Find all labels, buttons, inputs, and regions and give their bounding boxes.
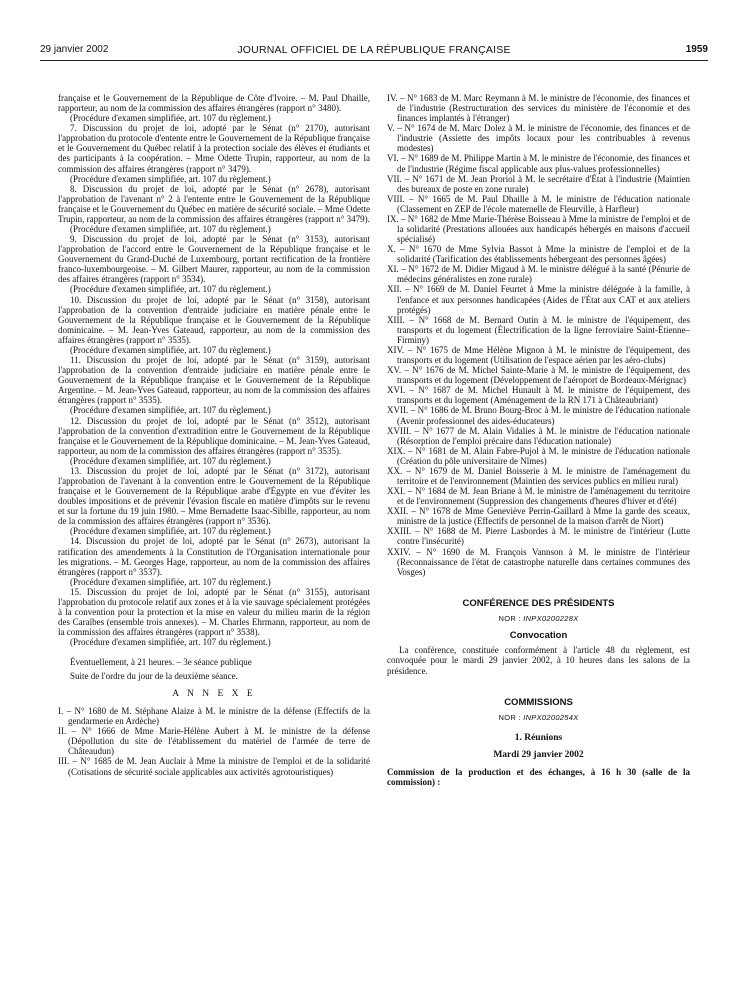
annexe-item: X. – N° 1670 de Mme Sylvia Bassot à Mme la ministre de l'emploi et de la solidarité (Tarification des établissements hébergeant des personnes âgées) [387,244,690,265]
suite-line: Suite de l'ordre du jour de la deuxième séance. [70,671,238,682]
agenda-item: 13. Discussion du projet de loi, adopté par le Sénat (n° 3172), autorisant l'approbation de l'avenant à la convention entre le Gouvernement de la République française et le Gouvernement de la République arabe d'Égypte en vue d'éviter les doubles impositions et de prévenir l'évasion fiscale en matière d'impôts sur le revenu et sur la fortune du 19 juin 1980. – Mme Bernadette Isaac-Sibille, rapporteur, au nom de la commission des affaires étrangères (rapport n° 3536). [58,465,370,527]
annexe-item: XVI. – N° 1687 de M. Michel Hunault à M. le ministre de l'équipement, des transports et du logement (Aménagement de la RN 171 à Châteaubriant) [387,385,690,406]
commissions-title: COMMISSIONS [504,696,573,708]
intro-paragraph: française et le Gouvernement de la République de Côte d'Ivoire. – M. Paul Dhaille, rapporteur, au nom de la commission des affaires étrangères (rapport n° 3480). [58,93,370,114]
annexe-item: XIX. – N° 1681 de M. Alain Fabre-Pujol à M. le ministre de l'éducation nationale (Création du pôle universitaire de Nîmes) [387,445,690,466]
header-rule [40,60,708,61]
reunions-title: 1. Réunions [514,732,563,743]
annexe-item: XXIV. – N° 1690 de M. François Vannson à M. le ministre de l'intérieur (Reconnaissance de l'état de catastrophe naturelle dans certaines communes des Vosges) [387,546,690,577]
annexe-item: III. – N° 1685 de M. Jean Auclair à Mme la ministre de l'emploi et de la solidarité (Cotisations de sécurité sociale applicables aux activités agrotouristiques) [58,756,370,777]
annexe-item: VI. – N° 1689 de M. Philippe Martin à M. le ministre de l'économie, des finances et de l'industrie (Régime fiscal applicable aux plus-values professionnelles) [387,153,690,174]
commission-line: Commission de la production et des échanges, à 16 h 30 (salle de la commission) : [387,766,690,787]
annexe-item: XI. – N° 1672 de M. Didier Migaud à M. le ministre délégué à la santé (Pénurie de médecins généralistes en zone rurale) [387,264,690,285]
procedure-note: (Procédure d'examen simplifiée, art. 107 du règlement.) [70,224,271,235]
nor-reference-1 [387,615,690,623]
procedure-note: (Procédure d'examen simplifiée, art. 107 du règlement.) [70,344,271,355]
annexe-item: VII. – N° 1671 de M. Jean Proriol à M. le secrétaire d'État à l'industrie (Maintien des bureaux de poste en zone rurale) [387,173,690,194]
annexe-item: XV. – N° 1676 de M. Michel Sainte-Marie à M. le ministre de l'équipement, des transports et du logement (Développement de l'aéroport de Bordeaux-Mérignac) [387,365,690,386]
page-number: 1959 [685,44,708,55]
agenda-items [58,123,370,647]
agenda-item: 11. Discussion du projet de loi, adopté par le Sénat (n° 3159), autorisant l'approbation de la convention d'entraide judiciaire en matière pénale entre le Gouvernement de la République française et le Gouvernement de la République Argentine. – M. Jean-Yves Gateaud, rapporteur, au nom de la commission des affaires étrangères (rapport n° 3535). [58,355,370,406]
annexe-item: XVII. – N° 1686 de M. Bruno Bourg-Broc à M. le ministre de l'éducation nationale (Avenir professionnel des aides-éducateurs) [387,405,690,426]
agenda-item: 7. Discussion du projet de loi, adopté par le Sénat (n° 2170), autorisant l'approbation du protocole d'entente entre le Gouvernement de la République française et le Gouvernement du Québec relatif à la protection sociale des élèves et étudiants et des participants à la coopération. – Mme Odette Trupin, rapporteur, au nom de la commission des affaires étrangères (rapport n° 3479). [58,123,370,174]
annexe-item: XII. – N° 1669 de M. Daniel Feurtet à Mme la ministre déléguée à la famille, à l'enfance et aux personnes handicapées (Aides de l'État aux CAT et aux ateliers protégés) [387,284,690,315]
annexe-item: IX. – N° 1682 de Mme Marie-Thérèse Boisseau à Mme la ministre de l'emploi et de la solidarité (Prestations allouées aux handicapés hébergés en maisons d'accueil spécialisé) [387,213,690,245]
procedure-note: (Procédure d'examen simplifiée, art. 107 du règlement.) [70,284,271,295]
annexe-item: XIII. – N° 1668 de M. Bernard Outin à M. le ministre de l'équipement, des transports et du logement (Électrification de la ligne ferroviaire Saint-Étienne–Firminy) [387,314,690,345]
annexe-item: II. – N° 1666 de Mme Marie-Hélène Aubert à M. le ministre de la défense (Dépollution du site de l'établissement du matériel de l'armée de terre de Châteaudun) [58,726,370,757]
procedure-note: (Procédure d'examen simplifiée, art. 107 du règlement.) [70,405,271,416]
annexe-item: XXIII. – N° 1688 de M. Pierre Lasbordes à M. le ministre de l'intérieur (Lutte contre l'insécurité) [387,526,690,547]
left-column [58,93,370,777]
annexe-list-right [387,93,690,577]
agenda-item: 9. Discussion du projet de loi, adopté par le Sénat (n° 3153), autorisant l'approbation de l'accord entre le Gouvernement de la République française et le Gouvernement du Grand-Duché de Luxembourg, portant rectification de la frontière franco-luxembourgeoise. – M. Gilbert Maurer, rapporteur, au nom de la commission des affaires étrangères (rapport n° 3534). [58,234,370,285]
annexe-item: XXI. – N° 1684 de M. Jean Briane à M. le ministre de l'aménagement du territoire et de l'environnement (Suppression des changements d'heures d'hiver et d'été) [387,486,690,507]
procedure-note: (Procédure d'examen simplifiée, art. 107 du règlement.) [70,173,271,184]
convocation-text: La conférence, constituée conformément à l'article 48 du règlement, est convoquée pour le mardi 29 janvier 2002, à 10 heures dans les salons de la présidence. [387,645,690,676]
agenda-item: 15. Discussion du projet de loi, adopté par le Sénat (n° 3155), autorisant l'approbation du protocole relatif aux zones et à la vie sauvage spécialement protégées à la convention pour la protection et la mise en valeur du milieu marin de la région des Caraïbes (ensemble trois annexes). – M. Charles Ehrmann, rapporteur, au nom de la commission des affaires étrangères (rapport n° 3538). [58,586,370,638]
annexe-item: IV. – N° 1683 de M. Marc Reymann à M. le ministre de l'économie, des finances et de l'industrie (Restructuration des services du ministère de l'économie et des finances implantés à l'étranger) [387,93,690,124]
nor-code: INPX0200228X [523,614,579,624]
procedure-note: (Procédure d'examen simplifiée, art. 107 du règlement.) [70,576,271,587]
annexe-list-left [58,706,370,777]
nor-reference-2 [387,714,690,722]
procedure-note: (Procédure d'examen simplifiée, art. 107 du règlement.) [70,113,271,124]
agenda-item: 14. Discussion du projet de loi, adopté par le Sénat (n° 2673), autorisant la ratification des amendements à la Constitution de l'Organisation internationale pour les migrations. – M. Georges Hage, rapporteur, au nom de la commission des affaires étrangères (rapport n° 3537). [58,536,370,577]
annexe-item: XIV. – N° 1675 de Mme Hélène Mignon à M. le ministre de l'équipement, des transports et du logement (Utilisation de l'espace aérien par les aéro-clubs) [387,344,690,366]
journal-title: JOURNAL OFFICIEL DE LA RÉPUBLIQUE FRANÇAISE [237,44,511,56]
reunions-date: Mardi 29 janvier 2002 [493,750,584,761]
nor-code: INPX0200254X [523,713,579,723]
procedure-note: (Procédure d'examen simplifiée, art. 107 du règlement.) [70,526,271,537]
procedure-note: (Procédure d'examen simplifiée, art. 107 du règlement.) [70,637,271,648]
annexe-item: XX. – N° 1679 de M. Daniel Boisserie à M. le ministre de l'aménagement du territoire et de l'environnement (Maintien des services publics en milieu rural) [387,465,690,486]
page-header [40,44,708,60]
nor-label: NOR : [498,614,524,624]
annexe-item: I. – N° 1680 de M. Stéphane Alaize à M. le ministre de la défense (Effectifs de la gendarmerie en Ardèche) [58,706,370,727]
annexe-item: V. – N° 1674 de M. Marc Dolez à M. le ministre de l'économie, des finances et de l'industrie (Assiette des impôts locaux pour les contribuables à revenus modestes) [387,123,690,154]
eventuel-line [58,657,370,667]
conference-title: CONFÉRENCE DES PRÉSIDENTS [462,597,615,609]
nor-label: NOR : [498,713,524,723]
annexe-item: XXII. – N° 1678 de Mme Geneviève Perrin-Gaillard à Mme la garde des sceaux, ministre de la justice (Effectifs de personnel de la maison d'arrêt de Niort) [387,506,690,527]
header-date: 29 janvier 2002 [40,44,109,55]
convocation-title: Convocation [509,629,568,641]
procedure-note: (Procédure d'examen simplifiée, art. 107 du règlement.) [70,455,271,466]
annexe-item: VIII. – N° 1665 de M. Paul Dhaille à M. le ministre de l'éducation nationale (Classement en ZEP de l'école maternelle de Fleurville, à Harfleur) [387,193,690,214]
eventuel-text: Éventuellement, à 21 heures. – 3e séance publique [70,657,252,668]
agenda-item: 8. Discussion du projet de loi, adopté par le Sénat (n° 2678), autorisant l'approbation de l'avenant n° 2 à l'entente entre le Gouvernement de la République française et le Gouvernement du Québec en matière de sécurité sociale. – Mme Odette Trupin, rapporteur, au nom de la commission des affaires étrangères (rapport n° 3479). [58,183,370,224]
annexe-title: A N N E X E [172,689,256,700]
agenda-item: 12. Discussion du projet de loi, adopté par le Sénat (n° 3512), autorisant l'approbation de la convention d'extradition entre le Gouvernement de la République française et le Gouvernement de la République dominicaine. – M. Jean-Yves Gateaud, rapporteur, au nom de la commission des affaires étrangères (rapport n° 3535). [58,415,370,456]
agenda-item: 10. Discussion du projet de loi, adopté par le Sénat (n° 3158), autorisant l'approbation de la convention d'entraide judiciaire en matière pénale entre le Gouvernement de la République française et le Gouvernement de la République dominicaine. – M. Jean-Yves Gateaud, rapporteur, au nom de la commission des affaires étrangères (rapport n° 3535). [58,294,370,345]
annexe-item: XVIII. – N° 1677 de M. Alain Vidalies à M. le ministre de l'éducation nationale (Résorption de l'emploi précaire dans l'éducation nationale) [387,425,690,446]
right-column [387,93,690,787]
